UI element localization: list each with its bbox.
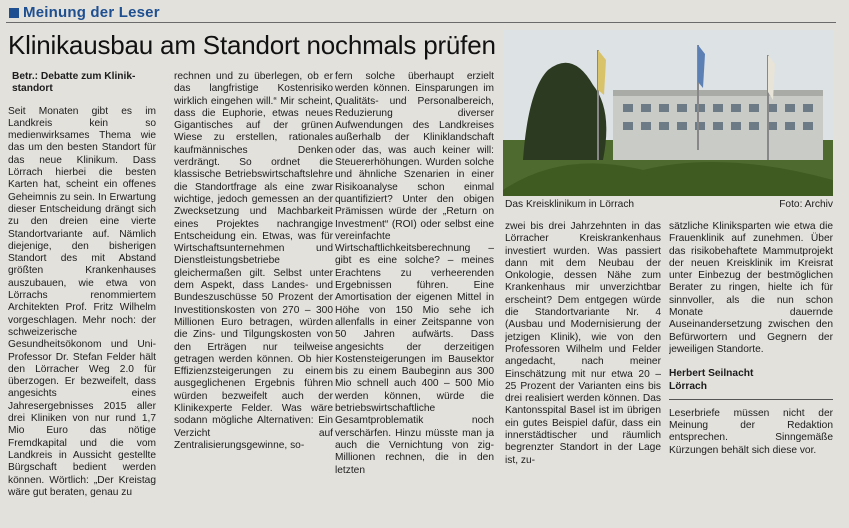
column-1-text: Seit Monaten gibt es im Landkreis kein so medienwirksames Thema wie das um den besten Standort für das neue Klinikum. Dass Lörrach hierbei die besten Karten hat, scheint ein offenes Geheimnis zu sein. In Erwartung dieser Entscheidung drängt sich zu den dreien eine vierte Standortvariante auf. Nämlich diejenige, den bisherigen Standort des mit Abstand größten Krankenhauses auszubauen, wie etwa von Lörrachs renommiertem Architekten Prof. Fritz Wilhelm vorgeschlagen. Mehr noch: der schweizerische Gesundheitsökonom und Uni-Professor Dr. Stefan Felder hält den Lörracher Weg 2.0 für überzogen. Er bezweifelt, dass angesichts eines Jahresergebnisses 2015 aller drei Kliniken von nur rund 1,7 Mio Euro das nötige Fremdkapital und die vom Landkreis in Aussicht gestellte Bürgschaft bedient werden können. Wörtlich: „Der Kreistag wäre gut beraten, genau zu bbox=[8, 105, 156, 498]
section-marker-icon bbox=[9, 8, 19, 18]
article-column-3 bbox=[335, 71, 494, 523]
reference-line: Betr.: Debatte zum Klinikstandort bbox=[12, 71, 136, 95]
author-place: Lörrach bbox=[669, 380, 707, 392]
column-5-text: sätzliche Kliniksparten wie etwa die Frauenklinik auf zunehmen. Über das risikobehaftete Mammutprojekt der neuen Kreisklinik im Kreisrat unter Einbezug der bestmöglichen Berater zu ringen, hielte ich für sinnvoller, als die nun schon Monate dauernde Auseinandersetzung zwischen den Befürwortern und Gegnern der jeweiligen Standorte. bbox=[669, 221, 833, 355]
editorial-note: Leserbriefe müssen nicht der Meinung der Redaktion entsprechen. Sinngemäße Kürzungen behält sich diese vor. bbox=[669, 407, 833, 456]
photo-credit: Foto: Archiv bbox=[779, 199, 833, 210]
article-headline: Klinikausbau am Standort nochmals prüfen bbox=[8, 30, 496, 60]
article-column-4 bbox=[505, 221, 661, 521]
column-3-text: fern solche überhaupt erzielt werden können. Einsparungen im Qualitäts- und Personalbereich, Reduzierung diverser Aufwendungen des Landkreises außerhalb der Kliniklandschaft oder das, was auch keiner will: Steuererhöhungen. Wurden solche und ähnliche Szenarien in einer Risikoanalyse schon einmal quantifiziert? Unter den obigen Prämissen würde der „Return on Investment“ (ROI) oder selbst eine vereinfachte Wirtschaftlichkeitsberechnung – gibt es eine solche? – meines Erachtens zu verheerenden Ergebnissen führen. Eine Amortisation der eigenen Mittel in Höhe von 150 Mio sehe ich allenfalls in einer Zeitspanne von 50 Jahren aufwärts. Dass angesichts der derzeitigen Kostensteigerungen im Bausektor bis zu einem Baubeginn aus 300 Mio schnell auch 400 – 500 Mio werden können, würde die betriebswirtschaftliche Gesamtproblematik noch verschärfen. Hinzu müsste man ja auch die Vernichtung von zig-Millionen rechnen, die in den letzten bbox=[335, 71, 494, 476]
article-column-1 bbox=[8, 71, 156, 523]
article-column-2 bbox=[174, 71, 333, 523]
photo-caption: Das Kreisklinikum in Lörrach bbox=[505, 199, 635, 210]
divider bbox=[669, 399, 833, 400]
column-2-text: rechnen und zu überlegen, ob er das langfristige Kostenrisiko wirklich eingehen will.“ Mir scheint, dass die Euphorie, etwas neues Gigantisches auf der grünen Wiese zu erstellen, rationales kaufmännisches Denken verdrängt. So ordnet die klassische Betriebswirtschaftslehre die Standortfrage als eine zwar wichtige, jedoch gemessen an der Zwecksetzung und Machbarkeit eines Projektes nachrangige Entscheidung ein. Etwas, was für Wirtschaftsunternehmen und Dienstleistungsbetriebe gleichermaßen gilt. Selbst unter dem Aspekt, dass Landes- und Bundeszuschüsse 50 Prozent der Investitionskosten von 270 – 300 Millionen Euro betragen, würden die Zins- und Tilgungskosten von den Erträgen nur teilweise getragen werden können. Ob hier Effizienzsteigerungen zu einem ausgeglichenen Ergebnis führen würden bezweifelt auch der Klinikexperte Felder. Was wäre sodann mögliche Alternativen: Ein Verzicht auf Zentralisierungsgewinne, so- bbox=[174, 71, 333, 451]
section-header bbox=[6, 5, 836, 23]
column-4-text: zwei bis drei Jahrzehnten in das Lörracher Kreiskrankenhaus investiert wurden. Was passiert dann mit dem Neubau der Onkologie, dessen Nähe zum Krankenhaus mir unverzichtbar erscheint? Dem entgegen würde die Standortvariante Nr. 4 (Ausbau und Modernisierung der jetzigen Klinik), wie von den Professoren Wilhelm und Felder angedacht, nach meiner Einschätzung mit nur etwa 20 – 25 Prozent der Varianten eins bis drei realisiert werden können. Das Kantonsspital Basel ist im übrigen ein gutes Beispiel dafür, dass ein innerstädtischer und räumlich begrenzter Standort in der Lage ist, zu- bbox=[505, 221, 661, 466]
section-title: Meinung der Leser bbox=[23, 4, 160, 21]
hospital-photo bbox=[503, 30, 833, 196]
author-name: Herbert Seilnacht bbox=[669, 368, 754, 380]
article-column-5 bbox=[669, 221, 833, 521]
